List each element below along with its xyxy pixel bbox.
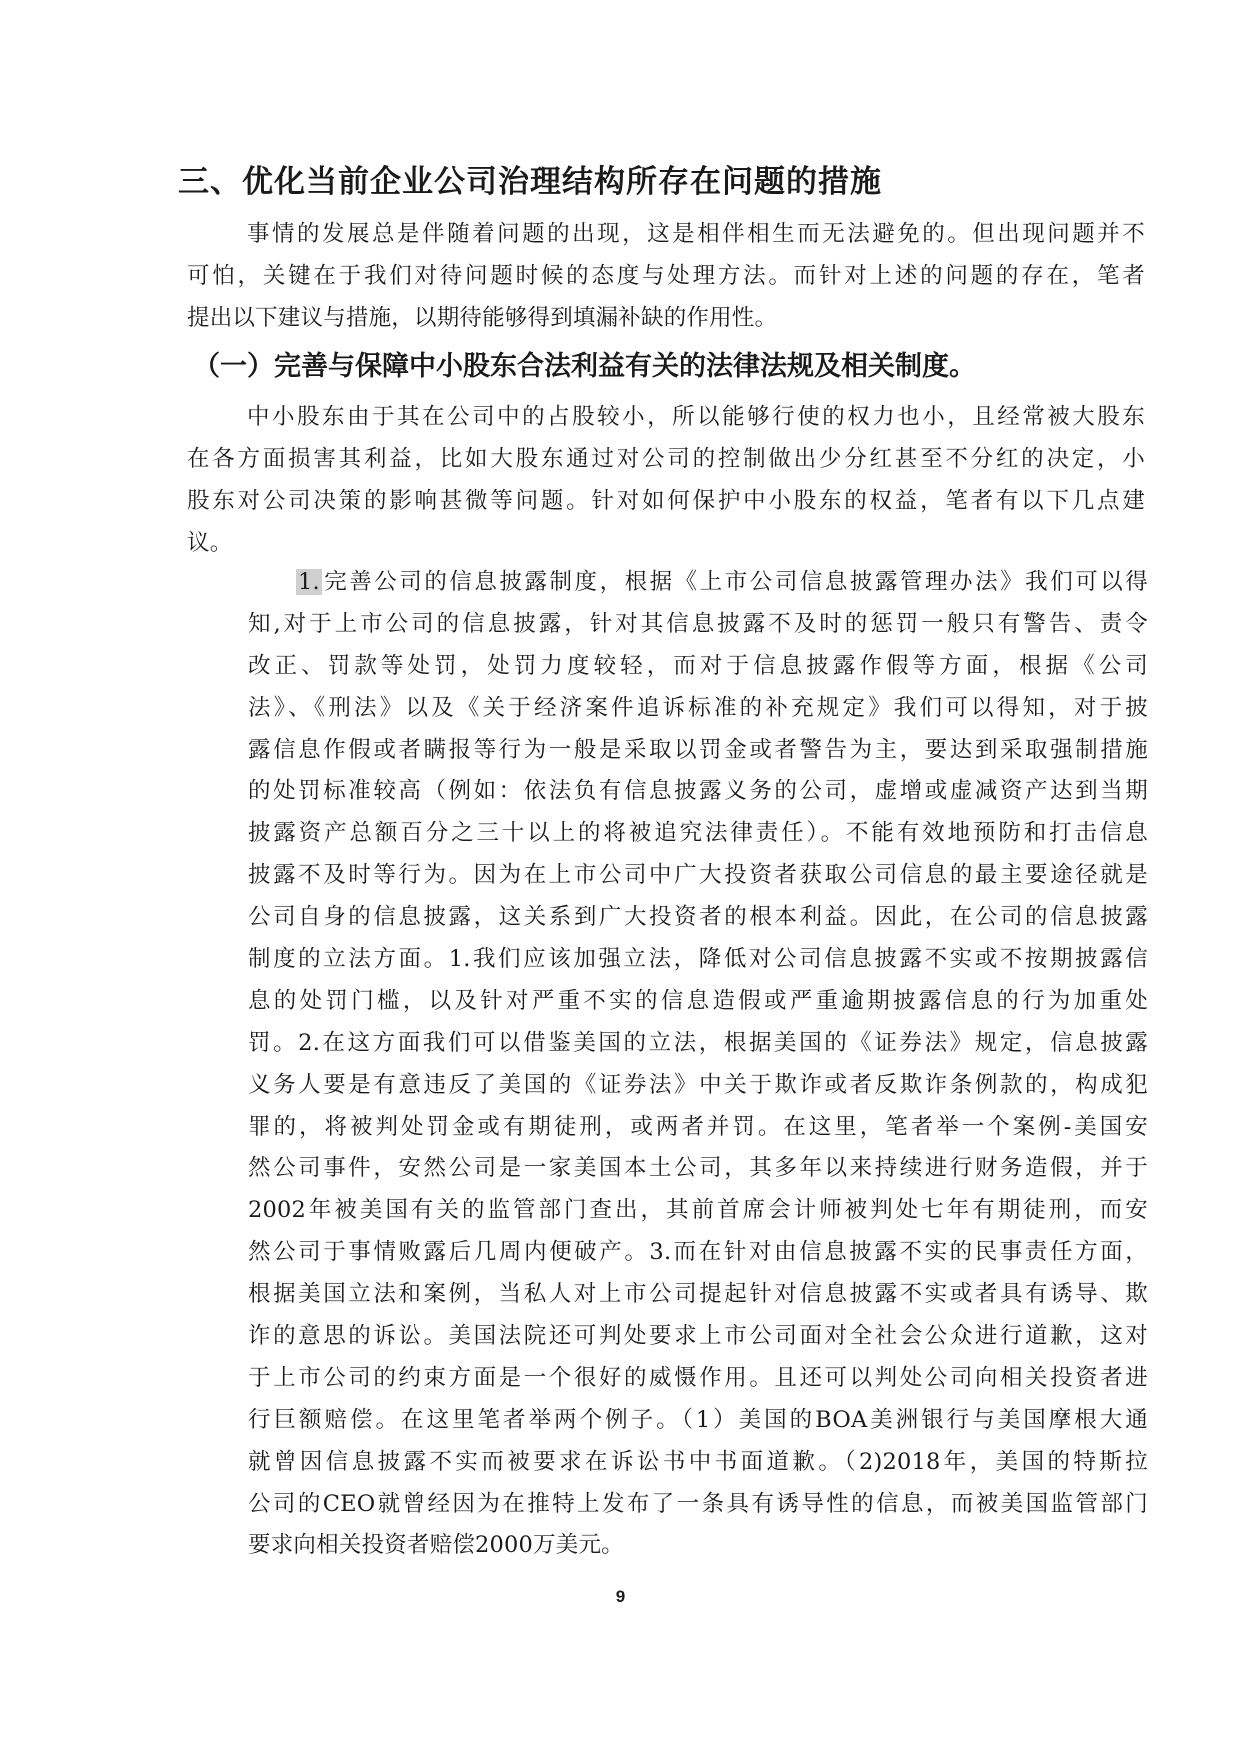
text-line: 议。 bbox=[187, 529, 233, 556]
text-line: 息的处罚门槛，以及针对严重不实的信息造假或严重逾期披露信息的行为加重处 bbox=[248, 987, 1148, 1014]
text-line: 的处罚标准较高（例如：依法负有信息披露义务的公司，虚增或虚减资产达到当期 bbox=[248, 778, 1148, 805]
text-line: 中小股东由于其在公司中的占股较小，所以能够行使的权力也小，且经常被大股东 bbox=[247, 404, 1145, 430]
text-line: 露信息作假或者瞒报等行为一般是采取以罚金或者警告为主，要达到采取强制措施 bbox=[248, 736, 1148, 763]
text-line: 2002年被美国有关的监管部门查出，其前首席会计师被判处七年有期徒刑，而安 bbox=[248, 1197, 1148, 1224]
text-line: 股东对公司决策的影响甚微等问题。针对如何保护中小股东的权益，笔者有以下几点建 bbox=[187, 487, 1145, 514]
subsection-heading: （一）完善与保障中小股东合法利益有关的法律法规及相关制度。 bbox=[193, 351, 976, 382]
text-line: 在各方面损害其利益，比如大股东通过对公司的控制做出少分红甚至不分红的决定，小 bbox=[187, 445, 1145, 472]
text-line: 事情的发展总是伴随着问题的出现，这是相伴相生而无法避免的。但出现问题并不 bbox=[247, 221, 1145, 247]
body-paragraph bbox=[187, 397, 1145, 565]
list-marker: 1. bbox=[298, 569, 320, 595]
text-line: 公司的CEO就曾经因为在推特上发布了一条具有诱导性的信息，而被美国监管部门 bbox=[248, 1490, 1148, 1517]
list-item-lead-text: 完善公司的信息披露制度，根据《上市公司信息披露管理办法》我们可以得 bbox=[321, 569, 1148, 595]
text-line: 要求向相关投资者赔偿2000万美元。 bbox=[248, 1532, 624, 1559]
text-line: 知,对于上市公司的信息披露，针对其信息披露不及时的惩罚一般只有警告、责令 bbox=[248, 610, 1148, 637]
text-line: 行巨额赔偿。在这里笔者举两个例子。（1）美国的BOA美洲银行与美国摩根大通 bbox=[248, 1406, 1148, 1433]
text-line: 然公司于事情败露后几周内便破产。3.而在针对由信息披露不实的民事责任方面， bbox=[248, 1239, 1148, 1266]
text-line: 就曾因信息披露不实而被要求在诉讼书中书面道歉。（2)2018年，美国的特斯拉 bbox=[248, 1448, 1148, 1475]
text-line: 义务人要是有意违反了美国的《证券法》中关于欺诈或者反欺诈条例款的，构成犯 bbox=[248, 1071, 1148, 1098]
text-line: 于上市公司的约束方面是一个很好的威慑作用。且还可以判处公司向相关投资者进 bbox=[248, 1364, 1148, 1391]
text-line: 法》、《刑法》以及《关于经济案件追诉标准的补充规定》我们可以得知，对于披 bbox=[248, 694, 1148, 721]
list-item-1 bbox=[248, 562, 1148, 1567]
text-line: 然公司事件，安然公司是一家美国本土公司，其多年以来持续进行财务造假，并于 bbox=[248, 1155, 1148, 1182]
text-line: 诈的意思的诉讼。美国法院还可判处要求上市公司面对全社会公众进行道歉，这对 bbox=[248, 1323, 1148, 1350]
intro-paragraph bbox=[187, 214, 1145, 340]
text-line: 披露资产总额百分之三十以上的将被追究法律责任）。不能有效地预防和打击信息 bbox=[248, 820, 1148, 847]
text-line: 罪的，将被判处罚金或有期徒刑，或两者并罚。在这里，笔者举一个案例-美国安 bbox=[248, 1113, 1148, 1140]
text-line: 公司自身的信息披露，这关系到广大投资者的根本利益。因此，在公司的信息披露 bbox=[248, 904, 1148, 931]
list-item-first-line bbox=[248, 562, 1148, 604]
text-line: 提出以下建议与措施，以期待能够得到填漏补缺的作用性。 bbox=[187, 304, 778, 331]
page-number: 9 bbox=[615, 1587, 626, 1606]
text-line: 根据美国立法和案例，当私人对上市公司提起针对信息披露不实或者具有诱导、欺 bbox=[248, 1281, 1148, 1308]
text-line: 可怕，关键在于我们对待问题时候的态度与处理方法。而针对上述的问题的存在，笔者 bbox=[187, 262, 1145, 289]
text-line: 改正、罚款等处罚，处罚力度较轻，而对于信息披露作假等方面，根据《公司 bbox=[248, 652, 1148, 679]
text-line: 披露不及时等行为。因为在上市公司中广大投资者获取公司信息的最主要途径就是 bbox=[248, 862, 1148, 889]
text-line: 罚。2.在这方面我们可以借鉴美国的立法，根据美国的《证券法》规定，信息披露 bbox=[248, 1029, 1148, 1056]
text-line: 制度的立法方面。1.我们应该加强立法，降低对公司信息披露不实或不按期披露信 bbox=[248, 946, 1148, 973]
section-heading: 三、优化当前企业公司治理结构所存在问题的措施 bbox=[178, 164, 882, 200]
